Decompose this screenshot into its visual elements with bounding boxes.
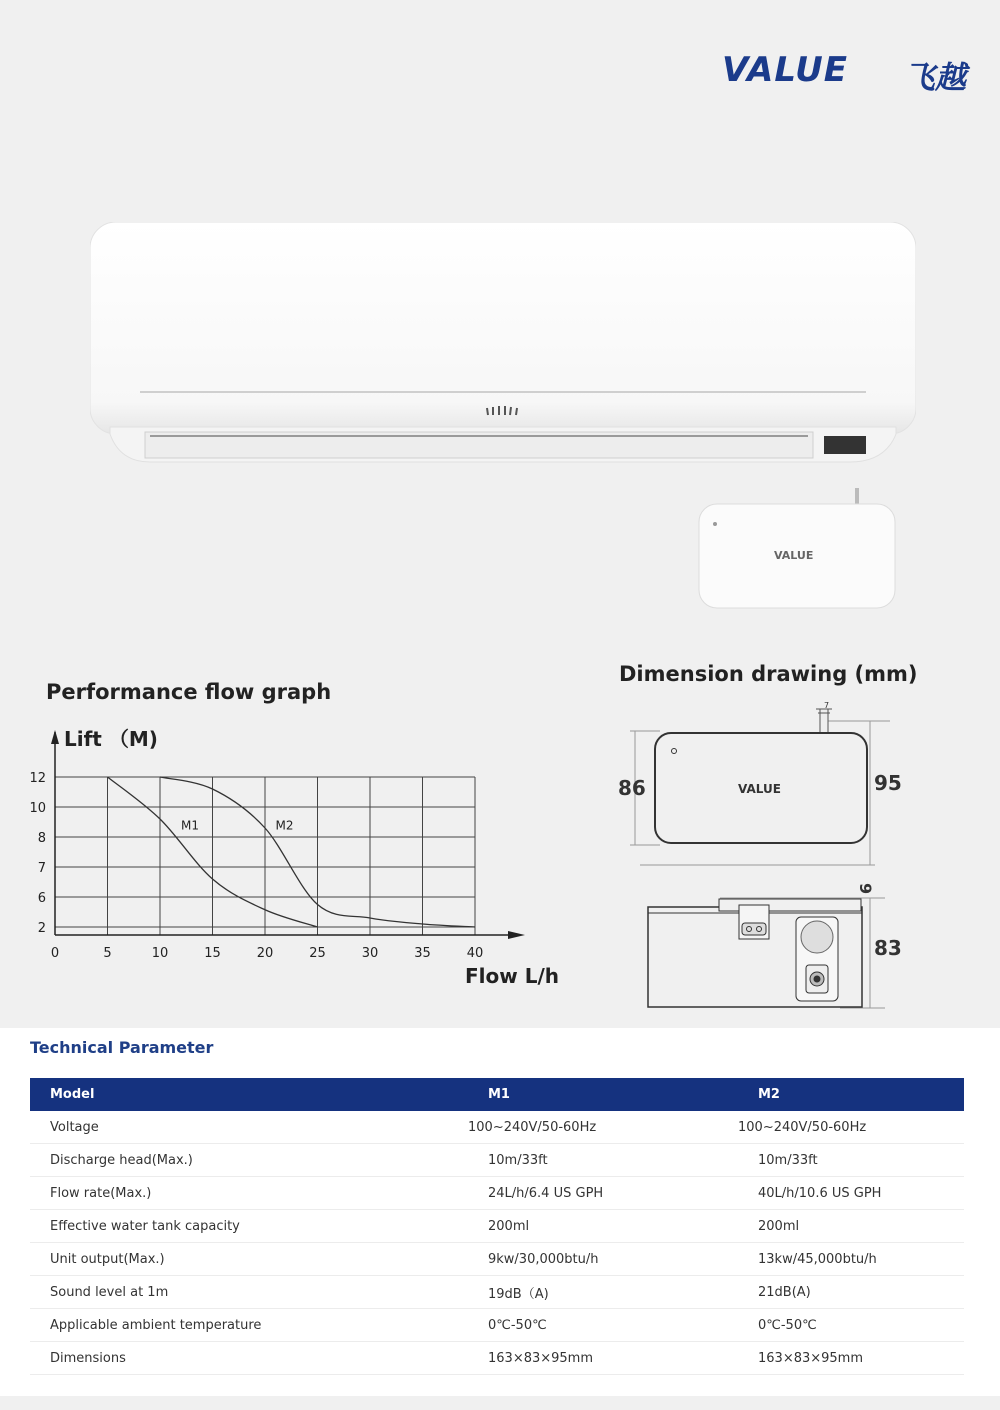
m1-value: 10m/33ft — [468, 1144, 738, 1177]
param-name: Dimensions — [30, 1342, 468, 1375]
table-header-row — [30, 1078, 964, 1111]
y-tick-label: 12 — [29, 771, 46, 786]
y-tick-label: 8 — [37, 831, 46, 846]
header-m2: M2 — [738, 1078, 964, 1111]
m2-value: 200ml — [738, 1210, 964, 1243]
x-tick-label: 20 — [256, 946, 274, 961]
pump-illustration — [697, 488, 897, 610]
y-axis-ticks — [29, 771, 46, 936]
dim-left-height: 86 — [618, 776, 646, 800]
m1-value: 0℃-50℃ — [468, 1309, 738, 1342]
param-name: Discharge head(Max.) — [30, 1144, 468, 1177]
m1-value: 24L/h/6.4 US GPH — [468, 1177, 738, 1210]
y-tick-label: 6 — [37, 891, 46, 906]
table-row — [30, 1210, 964, 1243]
table-row — [30, 1111, 964, 1144]
dim-top-value: 7 — [824, 701, 830, 710]
performance-graph-title: Performance flow graph — [46, 680, 332, 704]
m1-value: 9kw/30,000btu/h — [468, 1243, 738, 1276]
logo-text: VALUE — [722, 50, 848, 90]
param-name: Applicable ambient temperature — [30, 1309, 468, 1342]
dimension-drawing — [600, 695, 920, 1015]
x-tick-label: 5 — [103, 946, 112, 961]
table-row — [30, 1243, 964, 1276]
x-axis-ticks — [51, 946, 483, 961]
m2-value: 163×83×95mm — [738, 1342, 964, 1375]
table-row — [30, 1342, 964, 1375]
m2-value: 13kw/45,000btu/h — [738, 1243, 964, 1276]
param-name: Sound level at 1m — [30, 1276, 468, 1309]
air-conditioner-illustration — [90, 222, 916, 464]
x-tick-label: 30 — [361, 946, 379, 961]
table-row — [30, 1177, 964, 1210]
technical-parameter-table — [30, 1078, 964, 1375]
m2-value: 21dB(A) — [738, 1276, 964, 1309]
dim-small-depth: 9 — [856, 883, 875, 895]
technical-parameter-section — [0, 1028, 1000, 1396]
chart-curves — [108, 777, 476, 927]
front-view — [648, 898, 885, 1008]
technical-parameter-title: Technical Parameter — [30, 1038, 214, 1057]
dim-front-label: VALUE — [738, 782, 781, 796]
x-tick-label: 35 — [414, 946, 431, 961]
performance-flow-chart — [20, 720, 610, 1020]
x-tick-label: 0 — [50, 946, 60, 961]
x-tick-label: 15 — [204, 946, 221, 961]
logo-chinese-text: 飞越 — [904, 60, 966, 96]
x-tick-label: 40 — [466, 946, 484, 961]
chart-grid — [55, 777, 475, 935]
m1-value: 19dB（A) — [468, 1276, 738, 1309]
series-label-m1: M1 — [181, 818, 199, 833]
y-axis-arrow — [51, 730, 59, 744]
param-name: Voltage — [30, 1111, 468, 1144]
y-tick-label: 10 — [29, 801, 46, 816]
y-tick-label: 7 — [37, 861, 46, 876]
brand-logo — [722, 50, 977, 96]
dimension-drawing-title: Dimension drawing (mm) — [619, 662, 918, 686]
x-tick-label: 25 — [309, 946, 326, 961]
y-tick-label: 2 — [37, 921, 46, 936]
x-axis-label: Flow L/h — [465, 964, 559, 988]
header-model: Model — [30, 1078, 468, 1111]
m1-value: 100~240V/50-60Hz — [468, 1111, 738, 1144]
m2-value: 100~240V/50-60Hz — [738, 1111, 964, 1144]
x-axis-arrow — [508, 931, 525, 939]
m2-value: 40L/h/10.6 US GPH — [738, 1177, 964, 1210]
table-row — [30, 1309, 964, 1342]
y-axis-label: Lift （M) — [64, 727, 158, 751]
dim-depth: 83 — [874, 936, 902, 960]
m2-value: 0℃-50℃ — [738, 1309, 964, 1342]
m1-value: 200ml — [468, 1210, 738, 1243]
m1-value: 163×83×95mm — [468, 1342, 738, 1375]
pump-brand-label: VALUE — [774, 549, 814, 562]
table-row — [30, 1144, 964, 1177]
header-m1: M1 — [468, 1078, 738, 1111]
x-tick-label: 10 — [151, 946, 169, 961]
param-name: Flow rate(Max.) — [30, 1177, 468, 1210]
table-row — [30, 1276, 964, 1309]
param-name: Effective water tank capacity — [30, 1210, 468, 1243]
dim-right-height: 95 — [874, 771, 902, 795]
chart-axes — [51, 730, 525, 939]
param-name: Unit output(Max.) — [30, 1243, 468, 1276]
series-label-m2: M2 — [275, 818, 294, 833]
m2-value: 10m/33ft — [738, 1144, 964, 1177]
